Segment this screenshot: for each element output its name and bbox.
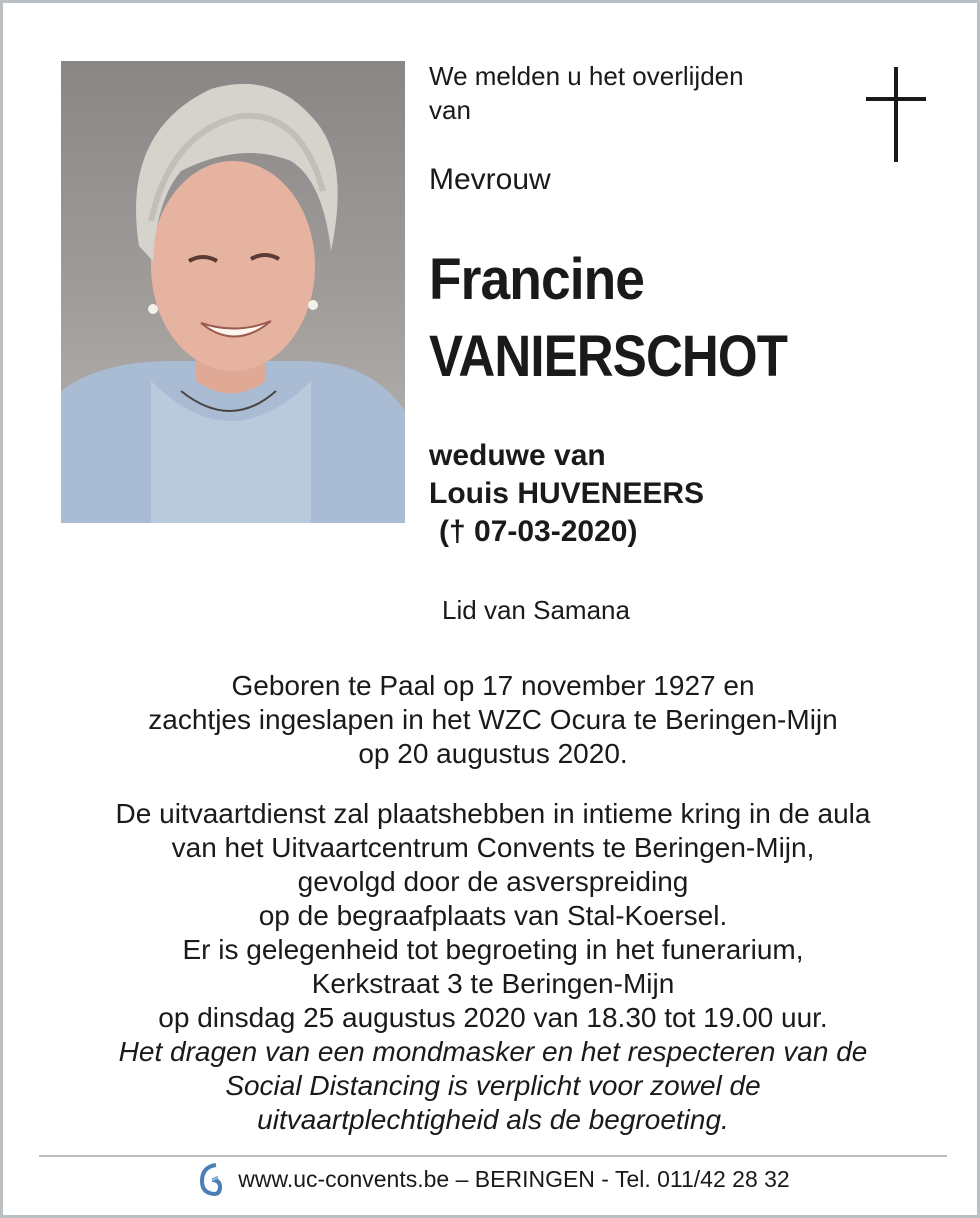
paragraph-line: op dinsdag 25 augustus 2020 van 18.30 tot 19.00 uur.	[158, 1002, 828, 1033]
membership: Lid van Samana	[442, 595, 630, 625]
paragraph-line: Kerkstraat 3 te Beringen-Mijn	[311, 968, 675, 999]
paragraph-line: zachtjes ingeslapen in het WZC Ocura te Beringen-Mijn	[148, 704, 838, 735]
footer-divider	[39, 1155, 947, 1157]
portrait-illustration	[61, 61, 405, 523]
paragraph-line: op 20 augustus 2020.	[358, 738, 628, 769]
mask-notice-line: Het dragen van een mondmasker en het respecteren van de	[118, 1036, 868, 1067]
portrait-photo	[61, 61, 405, 523]
first-name: Francine	[429, 247, 645, 312]
mask-notice-line: Social Distancing is verplicht voor zowel de	[225, 1070, 761, 1101]
announcement-intro	[429, 59, 849, 127]
paragraph-line: Er is gelegenheid tot begroeting in het funerarium,	[182, 934, 804, 965]
spouse-block	[429, 437, 704, 551]
paragraph-line: De uitvaartdienst zal plaatshebben in intieme kring in de aula	[115, 798, 871, 829]
footer-contact: www.uc-convents.be – BERINGEN - Tel. 011/42 28 32	[238, 1165, 790, 1192]
funeral-home-logo-icon	[196, 1161, 224, 1197]
spouse-name: Louis HUVENEERS	[429, 477, 705, 510]
cross-icon	[866, 67, 926, 162]
honorific: Mevrouw	[429, 163, 551, 196]
paragraph-line: op de begraafplaats van Stal-Koersel.	[258, 900, 728, 931]
spouse-relation: weduwe van	[429, 439, 606, 472]
service-paragraph	[33, 797, 953, 1137]
paragraph-line: Geboren te Paal op 17 november 1927 en	[231, 670, 755, 701]
intro-line: We melden u het overlijden	[429, 61, 744, 91]
footer	[3, 1161, 980, 1197]
mask-notice-line: uitvaartplechtigheid als de begroeting.	[257, 1104, 729, 1135]
birth-death-paragraph	[33, 669, 953, 771]
intro-line: van	[429, 95, 471, 125]
last-name: VANIERSCHOT	[429, 324, 788, 389]
paragraph-line: van het Uitvaartcentrum Convents te Beringen-Mijn,	[171, 832, 815, 863]
paragraph-line: gevolgd door de asverspreiding	[297, 866, 689, 897]
spouse-death-date: († 07-03-2020)	[439, 515, 638, 548]
